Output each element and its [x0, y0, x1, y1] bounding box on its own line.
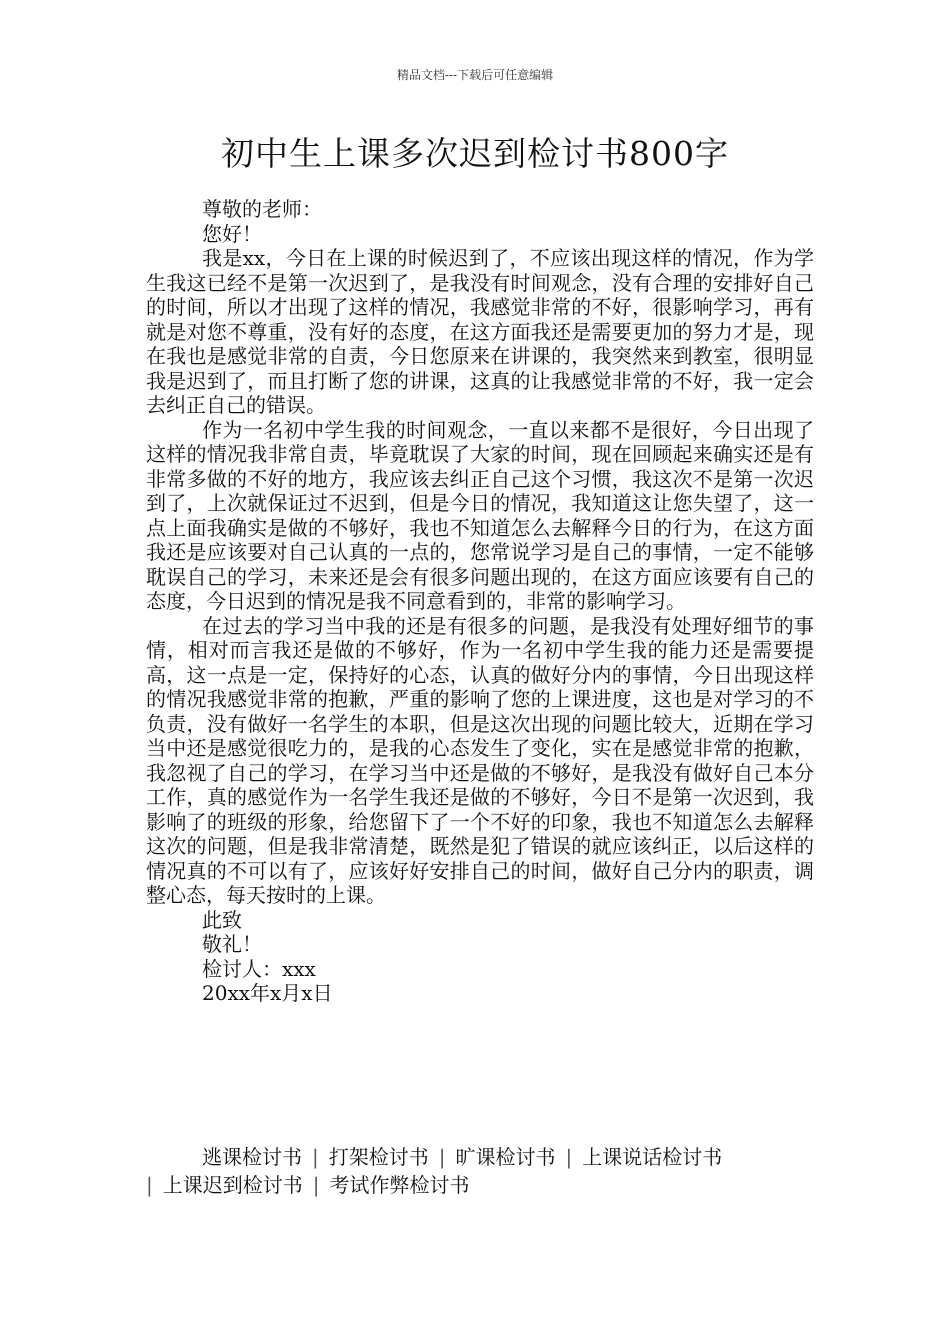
signature-date: 20xx年x月x日	[202, 981, 333, 1005]
link-separator: |	[565, 1145, 573, 1169]
related-link-2[interactable]: 打架检讨书	[328, 1145, 429, 1169]
related-link-3[interactable]: 旷课检讨书	[455, 1145, 556, 1169]
closing-line-2: 敬礼！	[202, 932, 262, 956]
body-paragraph-1: 我是xx，今日在上课的时候迟到了，不应该出现这样的情况，作为学生我这已经不是第一次迟到了，是我没有时间观念，没有合理的安排好自己的时间，所以才出现了这样的情况，我感觉非常的不好，很影响学习，再有就是对您不尊重，没有好的态度，在这方面我还是需要更加的努力才是，现在我也是感觉非常的自责，今日您原来在讲课的，我突然来到教室，很明显我是迟到了，而且打断了您的讲课，这真的让我感觉非常的不好，我一定会去纠正自己的错误。	[146, 246, 814, 417]
salutation: 尊敬的老师：	[202, 197, 322, 221]
greeting: 您好！	[202, 221, 262, 246]
closing-line-1: 此致	[202, 907, 242, 932]
signer: 检讨人：xxx	[202, 956, 316, 981]
document-title: 初中生上课多次迟到检讨书800字	[221, 134, 729, 173]
link-separator: |	[312, 1145, 319, 1169]
link-separator: |	[438, 1145, 446, 1169]
document-body	[146, 197, 814, 1006]
body-paragraph-3: 在过去的学习当中我的还是有很多的问题，是我没有处理好细节的事情，相对而言我还是做的不够好，作为一名初中学生我的能力还是需要提高，这一点是一定，保持好的心态，认真的做好分内的事情，今日出现这样的情况我感觉非常的抱歉，严重的影响了您的上课进度，这也是对学习的不负责，没有做好一名学生的本职，但是这次出现的问题比较大，近期在学习当中还是感觉很吃力的，是我的心态发生了变化，实在是感觉非常的抱歉，我忽视了自己的学习，在学习当中还是做的不够好，是我没有做好自己本分工作，真的感觉作为一名学生我还是做的不够好，今日不是第一次迟到，我影响了的班级的形象，给您留下了一个不好的印象，我也不知道怎么去解释这次的问题，但是我非常清楚，既然是犯了错误的就应该纠正，以后这样的情况真的不可以有了，应该好好安排自己的时间，做好自己分内的职责，调整心态，每天按时的上课。	[146, 613, 814, 907]
related-link-4[interactable]: 上课说话检讨书	[582, 1145, 723, 1169]
header-note: 精品文档---下载后可任意编辑	[396, 68, 554, 82]
link-separator: |	[146, 1173, 153, 1197]
related-link-5[interactable]: 上课迟到检讨书	[162, 1173, 303, 1197]
link-separator: |	[312, 1173, 320, 1197]
related-link-1[interactable]: 逃课检讨书	[202, 1145, 302, 1169]
related-links	[146, 1143, 814, 1199]
body-paragraph-2: 作为一名初中学生我的时间观念，一直以来都不是很好，今日出现了这样的情况我非常自责，毕竟耽误了大家的时间，现在回顾起来确实还是有非常多做的不好的地方，我应该去纠正自己这个习惯，我这次不是第一次迟到了，上次就保证过不迟到，但是今日的情况，我知道这让您失望了，这一点上面我确实是做的不够好，我也不知道怎么去解释今日的行为，在这方面我还是应该要对自己认真的一点的，您常说学习是自己的事情，一定不能够耽误自己的学习，未来还是会有很多问题出现的，在这方面应该要有自己的态度，今日迟到的情况是我不同意看到的，非常的影响学习。	[146, 417, 814, 613]
related-link-6[interactable]: 考试作弊检讨书	[329, 1173, 470, 1197]
